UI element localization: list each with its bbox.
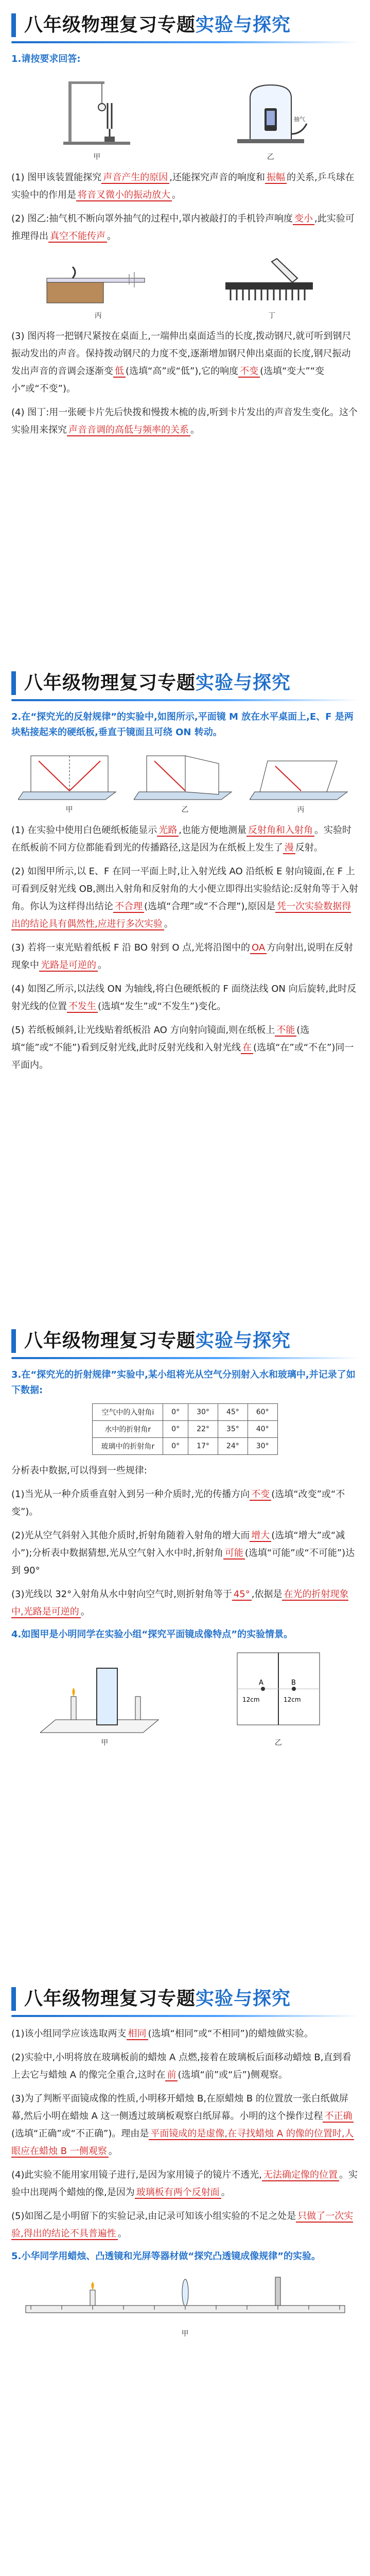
figure-label: 甲 xyxy=(93,153,101,161)
figure-label: 甲 xyxy=(101,1739,109,1747)
question-2-heading: 2.在“探究光的反射规律”的实验中,如图所示,平面镜 M 放在水平桌面上,E、F 是两块粘接起来的硬纸板,垂直于镜面且可绕 ON 转动。 xyxy=(11,711,354,738)
question-5-heading: 5.小华同学用蜡烛、凸透镜和光屏等器材做“探究凸透镜成像规律”的实验。 xyxy=(11,2251,321,2262)
answer-4-5: (5)如图乙是小明留下的实验记录,由记录可知该小组实验的不足之处是 只做了一次实验,得出的结论不具普遍性 。 xyxy=(11,2211,354,2239)
table-cell: 35° xyxy=(218,1421,248,1438)
figure-label: 丙 xyxy=(94,312,102,320)
grid-label-distance: 12cm xyxy=(242,1696,260,1703)
table-row xyxy=(93,1421,277,1438)
table-cell: 17° xyxy=(188,1438,218,1455)
table-cell: 0° xyxy=(163,1404,188,1421)
table-cell: 60° xyxy=(248,1404,277,1421)
figure-row-2 xyxy=(11,745,359,815)
table-cell: 0° xyxy=(163,1421,188,1438)
comb-icon xyxy=(215,251,328,308)
answer-3-3: (3)光线以 32°入射角从水中射向空气时,则折射角等于 45° ,依据是 在光的折射现象中,光路是可逆的 。 xyxy=(11,1589,349,1617)
figure-reflection-b xyxy=(134,745,237,815)
answer-2-2: (2) 如图甲所示,以 E、F 在同一平面上时,让入射光线 AO 沿纸板 E 射向镜面,在 F 上可看到反射光线 OB,测出入射角和反射角的大小便立即得出实验结论:反射角等于入射角。你认为这样得出结论 不合理 (选填“合理”或“不合理”),原因是 凭一次实验数据得出的结论具有偶然性,应进行多次实验 。 xyxy=(11,866,359,929)
answer-2-5: (5) 若纸板倾斜,让光线贴着纸板沿 AO 方向射向镜面,则在纸板上 不能 (选填“能”或“不能”)看到反射光线,此时反射光线和入射光线 在 (选填“在”或“不在”)同一平面内。 xyxy=(11,1025,354,1071)
figure-label: 乙 xyxy=(274,1739,282,1747)
title-rule xyxy=(11,1357,359,1359)
figure-comb xyxy=(215,251,328,320)
title-rule xyxy=(11,699,359,701)
card-4 xyxy=(0,1974,370,2576)
question-3-heading: 3.在“探究光的折射规律”实验中,某小组将光从空气分别射入水和玻璃中,并记录了如下数据: xyxy=(11,1369,356,1396)
table-cell: 45° xyxy=(218,1404,248,1421)
table-cell: 30° xyxy=(188,1404,218,1421)
page-title: 八年级物理复习专题实验与探究 xyxy=(11,671,359,695)
figure-label: 乙 xyxy=(267,153,274,161)
answer-1-4: (4) 图丁:用一张硬卡片先后快拨和慢拨木梳的齿,听到卡片发出的声音发生变化。这个实验用来探究 声音音调的高低与频率的关系 。 xyxy=(11,407,358,435)
figure-ruler xyxy=(42,251,155,320)
ruler-icon xyxy=(42,251,155,308)
figure-label: 乙 xyxy=(181,806,189,814)
figure-label: 甲 xyxy=(65,806,73,814)
table-cell: 水中的折射角r xyxy=(93,1421,163,1438)
grid-record-icon xyxy=(227,1648,330,1735)
table-cell: 22° xyxy=(188,1421,218,1438)
table-cell: 0° xyxy=(163,1438,188,1455)
grid-label-a: A xyxy=(258,1679,263,1687)
page-title: 八年级物理复习专题实验与探究 xyxy=(11,1987,359,2011)
tuning-fork-icon xyxy=(58,72,135,149)
figure-grid-record xyxy=(227,1648,330,1748)
table-cell: 40° xyxy=(248,1421,277,1438)
answer-4-4: (4)此实验不能用家用镜子进行,是因为家用镜子的镜片不透光, 无法确定像的位置 。实验中出现两个蜡烛的像,是因为 玻璃板有两个反射面 。 xyxy=(11,2170,358,2198)
figure-row-1b xyxy=(11,251,359,320)
mirror-board-tilted-icon xyxy=(250,745,353,802)
title-rule xyxy=(11,41,359,43)
answer-4-3: (3)为了判断平面镜成像的性质,小明移开蜡烛 B,在原蜡烛 B 的位置放一张白纸做屏幕,然后小明在蜡烛 A 这一侧透过玻璃板观察白纸屏幕。小明的这个操作过程 不正确(选填“正确”或“不正确”)。理由是 平面镜成的是虚像,在寻找蜡烛 A 的像的位置时,人眼应在蜡烛 B 一侧观察 。 xyxy=(11,2093,354,2157)
figure-row-1a xyxy=(11,72,359,162)
answer-2-1: (1) 在实验中使用白色硬纸板能显示 光路 ,也能方便地测量 反射角和入射角 。实验时在纸板前不同方位都能看到光的传播路径,这是因为在纸板上发生了 漫 反射。 xyxy=(11,825,351,853)
title-rule xyxy=(11,2015,359,2017)
grid-label-b: B xyxy=(291,1679,296,1687)
figure-label: 甲 xyxy=(181,2330,189,2338)
answer-4-2: (2)实验中,小明将放在玻璃板前的蜡烛 A 点燃,接着在玻璃板后面移动蜡烛 B,直到看上去它与蜡烛 A 的像完全重合,这时在 前 (选填“前”或“后”)侧观察。 xyxy=(11,2052,351,2080)
refraction-table xyxy=(92,1403,277,1455)
figure-reflection-c xyxy=(250,745,353,815)
answer-2-3: (3) 若将一束光贴着纸板 F 沿 BO 射到 O 点,光将沿图中的 OA 方向射出,说明在反射现象中 光路是可逆的 。 xyxy=(11,942,353,971)
card-3 xyxy=(0,1316,370,1965)
figure-row-4 xyxy=(11,2269,359,2338)
card-2 xyxy=(0,658,370,1307)
figure-optical-bench xyxy=(21,2269,350,2338)
plane-mirror-setup-icon xyxy=(40,1648,169,1735)
figure-bell-jar xyxy=(230,72,312,162)
figure-label: 丙 xyxy=(297,806,305,814)
mirror-board-icon xyxy=(18,745,121,802)
answer-1-3: (3) 图丙将一把钢尺紧按在桌面上,一端伸出桌面适当的长度,拨动钢尺,就可听到钢尺振动发出的声音。保持拨动钢尺的力度不变,逐渐增加钢尺伸出桌面的长度,钢尺振动发出声音的音调会逐渐变 低 (选填“高”或“低”),它的响度 不变 (选填“变大”“变小”或“不变”)。 xyxy=(11,331,351,394)
figure-plane-mirror xyxy=(40,1648,169,1748)
svg-text:抽气: 抽气 xyxy=(293,116,305,123)
figure-tuning-fork xyxy=(58,72,135,162)
answer-2-4: (4) 如图乙所示,以法线 ON 为轴线,将白色硬纸板的 F 面绕法线 ON 向后旋转,此时反射光线的位置 不发生 (选填“发生”或“不发生”)变化。 xyxy=(11,984,357,1012)
answer-1-2: (2) 图乙:抽气机不断向罩外抽气的过程中,罩内被敲打的手机铃声响度 变小 ,此实验可推理得出 真空不能传声 。 xyxy=(11,213,355,242)
figure-label: 丁 xyxy=(268,312,276,320)
question-4-heading: 4.如图甲是小明同学在实验小组“探究平面镜成像特点”的实验情景。 xyxy=(11,1629,293,1640)
table-cell: 24° xyxy=(218,1438,248,1455)
mirror-board-folded-icon xyxy=(134,745,237,802)
bell-jar-icon xyxy=(230,72,312,149)
question-1-heading: 1.请按要求回答: xyxy=(11,54,81,64)
page-title: 八年级物理复习专题实验与探究 xyxy=(11,1329,359,1353)
analysis-intro: 分析表中数据,可以得到一些规律: xyxy=(11,1465,147,1476)
figure-reflection-a xyxy=(18,745,121,815)
answer-1-1: (1) 图甲该装置能探究 声音产生的原因 ,还能探究声音的响度和 振幅 的关系,乒乓球在实验中的作用是 将音叉微小的振动放大 。 xyxy=(11,172,355,200)
grid-label-distance: 12cm xyxy=(283,1696,301,1703)
figure-row-3 xyxy=(11,1648,359,1748)
answer-3-2: (2)光从空气斜射入其他介质时,折射角随着入射角的增大而 增大 (选填“增大”或“减小”);分析表中数据猜想,光从空气射入水中时,折射角 可能 (选填“可能”或“不可能”)达到 90° xyxy=(11,1530,355,1576)
table-cell: 30° xyxy=(248,1438,277,1455)
table-cell: 玻璃中的折射角r xyxy=(93,1438,163,1455)
optical-bench-icon xyxy=(21,2269,350,2326)
answer-3-1: (1)当光从一种介质垂直射入到另一种介质时,光的传播方向 不变 (选填“改变”或“不变”)。 xyxy=(11,1489,345,1517)
card-1 xyxy=(0,0,370,649)
table-cell: 空气中的入射角i xyxy=(93,1404,163,1421)
page-title: 八年级物理复习专题实验与探究 xyxy=(11,13,359,37)
table-row xyxy=(93,1404,277,1421)
table-row xyxy=(93,1438,277,1455)
answer-4-1: (1)该小组同学应该选取两支 相同 (选填“相同”或“不相同”)的蜡烛做实验。 xyxy=(11,2028,313,2039)
